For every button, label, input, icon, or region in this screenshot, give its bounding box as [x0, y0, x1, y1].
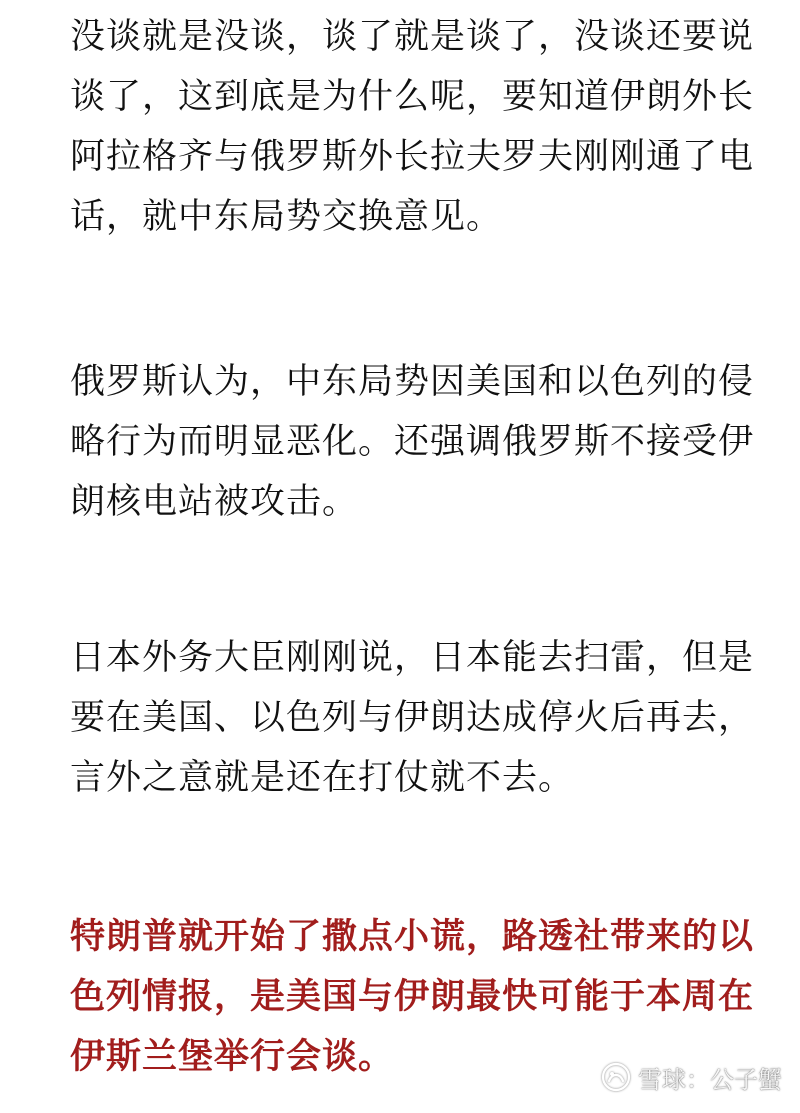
- paragraph-line: 谈了，这到底是为什么呢，要知道伊朗外长: [70, 77, 755, 117]
- paragraph-line: 色列情报，是美国与伊朗最快可能于本周在: [70, 977, 755, 1017]
- paragraph-2: [70, 352, 755, 532]
- paragraph-line: 阿拉格齐与俄罗斯外长拉夫罗夫刚刚通了电: [70, 137, 755, 177]
- paragraph-line: 要在美国、以色列与伊朗达成停火后再去，: [70, 698, 755, 738]
- paragraph-line: 话，就中东局势交换意见。: [70, 197, 503, 237]
- watermark-text: 雪球：公子蟹: [638, 1065, 782, 1094]
- paragraph-line: 伊斯兰堡举行会谈。: [70, 1037, 395, 1077]
- paragraph-1: [70, 7, 755, 247]
- paragraph-line: 言外之意就是还在打仗就不去。: [70, 758, 575, 798]
- paragraph-3: [70, 628, 755, 808]
- paragraph-line: 日本外务大臣刚刚说，日本能去扫雷，但是: [70, 638, 755, 678]
- paragraph-line: 特朗普就开始了撒点小谎，路透社带来的以: [70, 917, 755, 957]
- watermark: [600, 1059, 782, 1095]
- paragraph-line: 朗核电站被攻击。: [70, 482, 359, 522]
- snowball-logo-icon: [600, 1061, 632, 1093]
- paragraph-line: 没谈就是没谈，谈了就是谈了，没谈还要说: [70, 17, 755, 57]
- paragraph-line: 俄罗斯认为，中东局势因美国和以色列的侵: [70, 362, 755, 402]
- paragraph-line: 略行为而明显恶化。还强调俄罗斯不接受伊: [70, 422, 755, 462]
